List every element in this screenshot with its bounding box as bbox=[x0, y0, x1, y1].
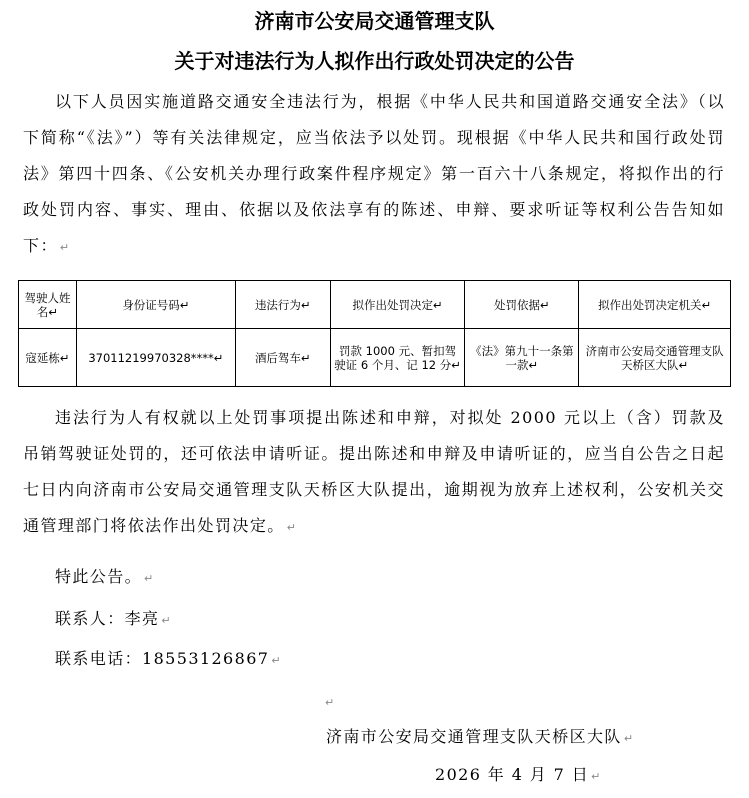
penalty-table bbox=[18, 280, 731, 387]
header-proposed-penalty: 拟作出处罚决定↵ bbox=[330, 281, 465, 329]
notice-date: 2026 年 4 月 7 日 ↵ bbox=[435, 765, 601, 784]
cell-mark-icon: ↵ bbox=[701, 297, 712, 312]
cell-legal-basis: 《法》第九十一条第一款↵ bbox=[465, 329, 579, 387]
notice-title-line-1: 济南市公安局交通管理支队 bbox=[254, 9, 495, 33]
cell-mark-icon: ↵ bbox=[300, 350, 311, 365]
paragraph-mark-icon: ↵ bbox=[325, 696, 335, 709]
header-legal-basis: 处罚依据↵ bbox=[465, 281, 579, 329]
header-driver-name: 驾驶人姓名↵ bbox=[19, 281, 77, 329]
empty-paragraph bbox=[323, 690, 334, 714]
intro-text: 以下人员因实施道路交通安全违法行为，根据《中华人民共和国道路交通安全法》（以下简称“《法》”）等有关法律规定，应当依法予以处罚。现根据《中华人民共和国行政处罚法》第四十四条、《公安机关办理行政案件程序规定》第一百六十八条规定，将拟作出的行政处罚内容、事实、理由、依据以及依法享有的陈述、申辩、要求听证等权利公告告知如下： bbox=[23, 92, 725, 255]
header-authority: 拟作出处罚决定机关↵ bbox=[579, 281, 731, 329]
paragraph-mark-icon: ↵ bbox=[59, 241, 70, 254]
cell-mark-icon: ↵ bbox=[451, 357, 461, 372]
cell-mark-icon: ↵ bbox=[48, 304, 59, 319]
cell-mark-icon: ↵ bbox=[528, 357, 539, 372]
table-header-row bbox=[19, 281, 731, 329]
paragraph-mark-icon: ↵ bbox=[161, 614, 171, 627]
contact-person: 联系人：李亮 ↵ bbox=[55, 609, 171, 628]
cell-id-number: 37011219970328****↵ bbox=[76, 329, 235, 387]
table-row bbox=[19, 329, 731, 387]
cell-mark-icon: ↵ bbox=[179, 297, 190, 312]
paragraph-mark-icon: ↵ bbox=[623, 732, 634, 745]
cell-violation: 酒后驾车↵ bbox=[235, 329, 330, 387]
contact-phone: 联系电话：18553126867 ↵ bbox=[55, 649, 281, 668]
paragraph-mark-icon: ↵ bbox=[144, 572, 154, 585]
cell-mark-icon: ↵ bbox=[540, 297, 550, 312]
paragraph-mark-icon: ↵ bbox=[271, 654, 281, 667]
cell-mark-icon: ↵ bbox=[432, 297, 443, 312]
cell-mark-icon: ↵ bbox=[678, 357, 689, 372]
rights-text: 违法行为人有权就以上处罚事项提出陈述和申辩，对拟处 2000 元以上（含）罚款及吊销驾驶证处罚的，还可依法申请听证。提出陈述和申辩及申请听证的，应当自公告之日起七日内向济南市公安局交通管理支队天桥区大队提出，逾期视为放弃上述权利，公安机关交通管理部门将依法作出处罚决定。 bbox=[23, 408, 725, 535]
header-violation: 违法行为↵ bbox=[235, 281, 330, 329]
cell-mark-icon: ↵ bbox=[213, 350, 224, 365]
signature-unit: 济南市公安局交通管理支队天桥区大队 ↵ bbox=[326, 727, 634, 746]
cell-driver-name: 寇延栋↵ bbox=[19, 329, 77, 387]
intro-paragraph bbox=[23, 84, 725, 266]
notice-title-line-2: 关于对违法行为人拟作出行政处罚决定的公告 bbox=[174, 49, 575, 73]
cell-mark-icon: ↵ bbox=[300, 297, 311, 312]
closing-line: 特此公告。 ↵ bbox=[55, 567, 154, 586]
cell-mark-icon: ↵ bbox=[59, 350, 70, 365]
cell-proposed-penalty: 罚款 1000 元、暂扣驾驶证 6 个月、记 12 分↵ bbox=[330, 329, 465, 387]
header-id-number: 身份证号码↵ bbox=[76, 281, 235, 329]
cell-authority: 济南市公安局交通管理支队天桥区大队↵ bbox=[579, 329, 731, 387]
paragraph-mark-icon: ↵ bbox=[286, 521, 296, 534]
rights-paragraph bbox=[23, 400, 725, 546]
paragraph-mark-icon: ↵ bbox=[591, 770, 601, 783]
